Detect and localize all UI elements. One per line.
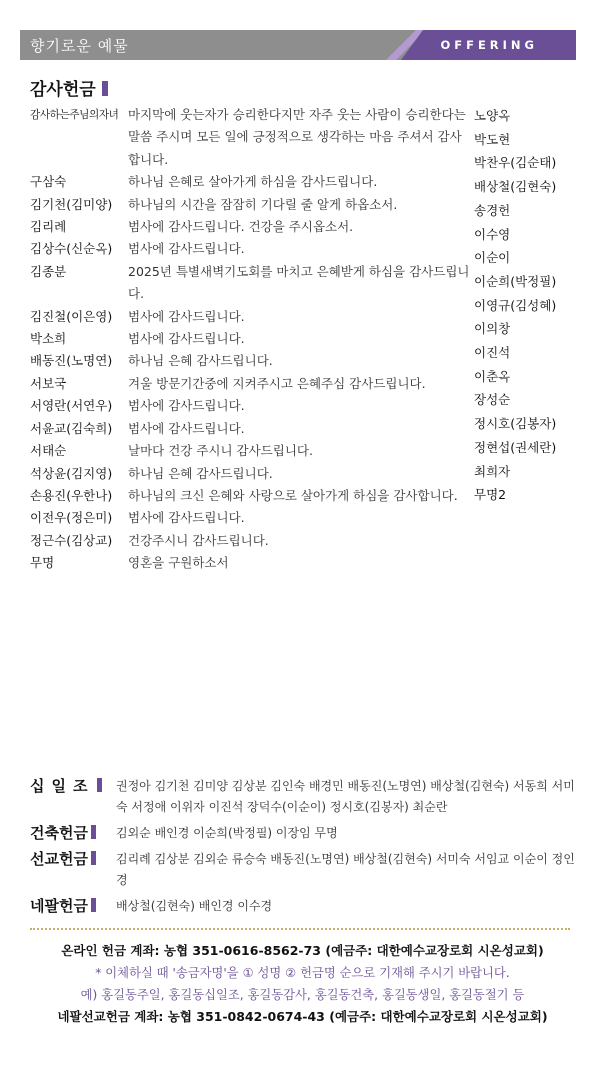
donor-name: 정현섭(권세란) <box>474 439 557 455</box>
thanks-title-text: 감사헌금 <box>30 80 96 100</box>
donor-name: 배상철(김현숙) <box>474 179 557 195</box>
thanks-row <box>30 328 470 350</box>
donor-name: 정근수(김상교) <box>30 532 113 548</box>
thanks-row <box>30 194 470 216</box>
title-marker <box>102 81 108 96</box>
thanks-row <box>30 463 470 485</box>
thanks-names-column <box>474 104 584 507</box>
nepal-title: 네팔헌금 <box>30 897 88 915</box>
thanks-message: 하나님 은혜로 살아가게 하심을 감사드립니다. <box>128 174 378 190</box>
banner-title: 향기로운 예물 <box>30 37 129 55</box>
offering-lists <box>30 776 580 922</box>
thanks-row <box>30 418 470 440</box>
nepal-names: 배상철(김현숙) 배인경 이수경 <box>116 899 273 913</box>
building-title: 건축헌금 <box>30 824 88 842</box>
thanks-row <box>30 350 470 372</box>
tithe-heading <box>30 776 116 818</box>
thanks-message: 범사에 감사드립니다. <box>128 331 245 347</box>
nepal-account-line: 네팔선교헌금 계좌: 농협 351-0842-0674-43 (예금주: 대한예수교장로회 시온성교회) <box>57 1009 548 1024</box>
donor-name: 이순희(박정필) <box>474 273 557 289</box>
thanks-row <box>30 104 470 171</box>
online-account-line: 온라인 헌금 계좌: 농협 351-0616-8562-73 (예금주: 대한예수교장로회 시온성교회) <box>61 943 544 958</box>
donor-name: 김리례 <box>30 219 67 235</box>
thanks-message: 영혼을 구원하소서 <box>128 555 229 571</box>
donor-name: 최희자 <box>474 463 511 479</box>
mission-marker <box>91 851 96 865</box>
thanks-row <box>30 306 470 328</box>
thanks-message: 마지막에 웃는자가 승리한다지만 자주 웃는 사람이 승리한다는 말씀 주시며 모든 일에 긍정적으로 생각하는 마음 주셔서 감사합니다. <box>128 107 466 167</box>
thanks-message: 하나님 은혜 감사드립니다. <box>128 465 273 481</box>
thanks-message: 범사에 감사드립니다. <box>128 510 245 526</box>
thanks-message: 겨울 방문기간중에 지켜주시고 은혜주심 감사드립니다. <box>128 375 426 391</box>
thanks-row <box>30 485 470 507</box>
mission-heading <box>30 849 116 891</box>
tithe-names: 권정아 김기천 김미양 김상분 김인숙 배경민 배동진(노명연) 배상철(김현숙) 서동희 서미숙 서정애 이위자 이진석 장덕수(이순이) 정시호(김봉자) 최순란 <box>116 779 575 814</box>
offering-banner <box>20 30 576 60</box>
tithe-title: 십일조 <box>30 777 95 795</box>
donor-name: 서보국 <box>30 375 67 391</box>
thanks-row <box>30 238 470 260</box>
transfer-note: * 이체하실 때 '송금자명'을 ① 성명 ② 헌금명 순으로 기재해 주시기 바랍니다. <box>95 966 510 980</box>
donor-name: 박소희 <box>30 331 67 347</box>
donor-name: 박도현 <box>474 131 511 147</box>
thanks-message: 하나님의 크신 은혜와 사랑으로 살아가게 하심을 감사합니다. <box>128 487 458 503</box>
donor-name: 이영규(김성혜) <box>474 297 557 313</box>
thanks-message: 범사에 감사드립니다. <box>128 308 245 324</box>
thanks-list <box>30 104 470 575</box>
donor-name: 정시호(김봉자) <box>474 416 557 432</box>
donor-name: 석상윤(김지영) <box>30 465 113 481</box>
mission-title: 선교헌금 <box>30 850 88 868</box>
tithe-marker <box>97 778 102 792</box>
building-row <box>30 823 580 844</box>
thanks-section-title <box>30 75 108 100</box>
donor-name: 이순이 <box>474 250 511 266</box>
donor-name: 이전우(정은미) <box>30 510 113 526</box>
building-names: 김외순 배인경 이순희(박정필) 이장임 무명 <box>116 826 338 840</box>
thanks-message: 건강주시니 감사드립니다. <box>128 532 269 548</box>
donor-name: 무명 <box>30 555 55 571</box>
thanks-row <box>30 507 470 529</box>
account-info <box>30 940 575 1028</box>
donor-name: 서태순 <box>30 443 67 459</box>
donor-name: 이춘옥 <box>474 368 511 384</box>
thanks-row <box>30 261 470 306</box>
donor-name: 손용진(우한나) <box>30 487 113 503</box>
donor-name: 송경헌 <box>474 202 511 218</box>
donor-name: 서윤교(김숙희) <box>30 420 113 436</box>
thanks-row <box>30 552 470 574</box>
donor-name: 서영란(서연우) <box>30 398 113 414</box>
thanks-message: 날마다 건강 주시니 감사드립니다. <box>128 443 313 459</box>
donor-name: 이진석 <box>474 345 511 361</box>
thanks-message: 범사에 감사드립니다. <box>128 398 245 414</box>
thanks-row <box>30 440 470 462</box>
thanks-message: 하나님의 시간을 잠잠히 기다릴 줄 알게 하옵소서. <box>128 196 398 212</box>
donor-name: 이수영 <box>474 226 511 242</box>
building-heading <box>30 823 116 844</box>
donor-name: 무명2 <box>474 487 507 503</box>
nepal-heading <box>30 896 116 917</box>
donor-name: 감사하는주님의자녀 <box>30 109 119 121</box>
thanks-message: 범사에 감사드립니다. 건강을 주시옵소서. <box>128 219 354 235</box>
banner-subtitle: OFFERING <box>440 38 538 52</box>
donor-name: 배동진(노명연) <box>30 353 113 369</box>
donor-name: 김상수(신순옥) <box>30 241 113 257</box>
thanks-message: 범사에 감사드립니다. <box>128 241 245 257</box>
donor-name: 구삼숙 <box>30 174 67 190</box>
tithe-row <box>30 776 580 818</box>
mission-names: 김리례 김상분 김외순 류승숙 배동진(노명연) 배상철(김현숙) 서미숙 서임교 이순이 정인경 <box>116 852 575 887</box>
nepal-marker <box>91 898 96 912</box>
thanks-row <box>30 373 470 395</box>
thanks-message: 2025년 특별새벽기도회를 마치고 은혜받게 하심을 감사드립니다. <box>128 263 470 302</box>
building-marker <box>91 825 96 839</box>
nepal-row <box>30 896 580 917</box>
thanks-row <box>30 395 470 417</box>
dotted-divider <box>30 928 570 930</box>
donor-name: 박찬우(김순태) <box>474 155 557 171</box>
donor-name: 김기천(김미양) <box>30 196 113 212</box>
thanks-row <box>30 530 470 552</box>
thanks-row <box>30 171 470 193</box>
thanks-row <box>30 216 470 238</box>
thanks-message: 범사에 감사드립니다. <box>128 420 245 436</box>
donor-name: 장성순 <box>474 392 511 408</box>
donor-name: 김진철(이은영) <box>30 308 113 324</box>
mission-row <box>30 849 580 891</box>
donor-name: 노양옥 <box>474 108 511 123</box>
thanks-message: 하나님 은혜 감사드립니다. <box>128 353 273 369</box>
transfer-example: 예) 홍길동주일, 홍길동십일조, 홍길동감사, 홍길동건축, 홍길동생일, 홍길동절기 등 <box>80 988 525 1002</box>
donor-name: 이의창 <box>474 321 511 337</box>
donor-name: 김종분 <box>30 263 67 279</box>
